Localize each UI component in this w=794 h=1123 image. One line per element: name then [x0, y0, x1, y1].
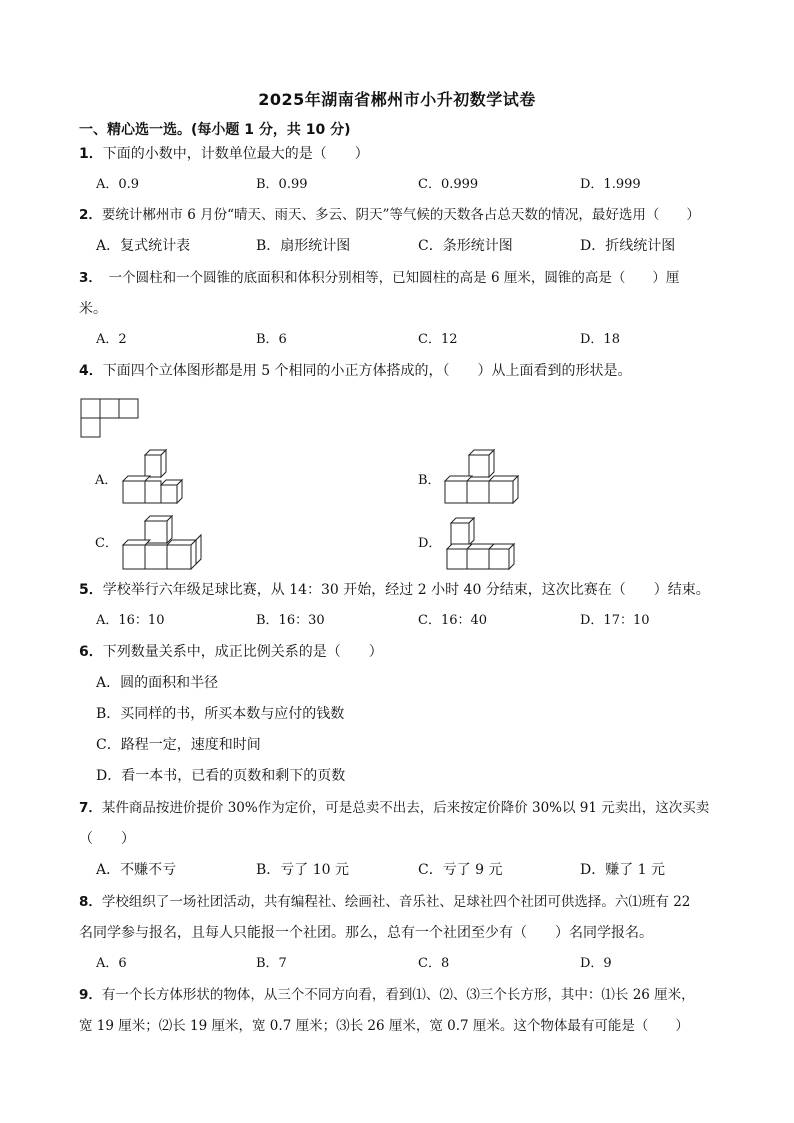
question-text: 下列数量关系中，成正比例关系的是（ ）: [102, 644, 383, 660]
question-number: 6．: [79, 644, 103, 660]
q7-option-a[interactable]: A．不赚不亏: [96, 862, 177, 878]
q1-option-c[interactable]: C．0.999: [418, 177, 479, 192]
q4-option-b-label[interactable]: B．: [418, 473, 441, 488]
q5-option-a[interactable]: A．16：10: [96, 613, 165, 628]
q3-option-d[interactable]: D．18: [580, 332, 620, 347]
q4-option-a-figure[interactable]: [121, 453, 193, 507]
top-view-figure: [80, 398, 142, 438]
q7-option-d[interactable]: D．赚了 1 元: [580, 862, 666, 878]
q3-option-c[interactable]: C．12: [418, 332, 458, 347]
q3-option-b[interactable]: B．6: [256, 332, 287, 347]
q8-option-d[interactable]: D．9: [580, 956, 612, 971]
question-text: 学校举行六年级足球比赛，从 14：30 开始，经过 2 小时 40 分结束，这次比赛在（ ）结束。: [102, 582, 710, 598]
q6-option-a[interactable]: A．圆的面积和半径: [96, 675, 219, 691]
q4-option-b-figure[interactable]: [443, 453, 523, 507]
q5-option-c[interactable]: C．16：40: [418, 613, 488, 628]
question-number: 3．: [79, 270, 96, 286]
question-3: [79, 269, 679, 287]
question-text-line-1: 学校组织了一场社团活动，共有编程社、绘画社、音乐社、足球社四个社团可供选择。六⑴班有 22: [101, 894, 691, 910]
question-7-line-2: （ ）: [79, 831, 135, 847]
question-text-line-1: 有一个长方体形状的物体，从三个不同方向看，看到⑴、⑵、⑶三个长方形，其中：⑴长 26 厘米，: [101, 987, 695, 1003]
q7-option-c[interactable]: C．亏了 9 元: [418, 862, 503, 878]
q1-option-d[interactable]: D．1.999: [580, 177, 641, 192]
q2-option-d[interactable]: D．折线统计图: [580, 238, 676, 254]
question-5: [79, 581, 710, 599]
question-text: 要统计郴州市 6 月份“晴天、雨天、多云、阴天”等气候的天数各占总天数的情况，最好选用（ ）: [101, 207, 700, 223]
q8-option-b[interactable]: B．7: [256, 956, 287, 971]
question-9: [79, 986, 695, 1004]
question-number: 4．: [79, 363, 103, 379]
question-2: [79, 206, 700, 224]
question-number: 1．: [79, 146, 103, 162]
q8-option-c[interactable]: C．8: [418, 956, 450, 971]
question-number: 5．: [79, 582, 103, 598]
question-3-line-2: 米。: [79, 301, 107, 317]
q5-option-d[interactable]: D．17：10: [580, 613, 650, 628]
q8-option-a[interactable]: A．6: [96, 956, 127, 971]
q2-option-b[interactable]: B．扇形统计图: [256, 238, 351, 254]
question-8: [79, 893, 690, 911]
question-number: 9．: [79, 987, 102, 1003]
section-heading: 一、精心选一选。(每小题 1 分，共 10 分): [79, 122, 351, 138]
question-number: 8．: [79, 894, 102, 910]
q4-option-c-label[interactable]: C．: [95, 536, 118, 551]
q4-option-a-label[interactable]: A．: [95, 473, 118, 488]
question-1: [79, 145, 369, 163]
q1-option-b[interactable]: B．0.99: [256, 177, 308, 192]
question-7: [79, 799, 709, 817]
q6-option-d[interactable]: D．看一本书，已看的页数和剩下的页数: [96, 768, 346, 784]
question-text-line-1: 一个圆柱和一个圆锥的底面积和体积分别相等，已知圆柱的高是 6 厘米，圆锥的高是（ ）厘: [95, 270, 680, 286]
q4-option-c-figure[interactable]: [121, 517, 207, 573]
q7-option-b[interactable]: B．亏了 10 元: [256, 862, 350, 878]
question-text-line-1: 某件商品按进价提价 30%作为定价，可是总卖不出去，后来按定价降价 30%以 91 元卖出，这次买卖: [101, 800, 710, 816]
question-8-line-2: 名同学参与报名，且每人只能报一个社团。那么，总有一个社团至少有（ ）名同学报名。: [79, 925, 653, 941]
question-number: 2．: [79, 207, 102, 223]
q6-option-c[interactable]: C．路程一定，速度和时间: [96, 737, 261, 753]
q4-option-d-label[interactable]: D．: [418, 536, 442, 551]
question-4: [79, 362, 632, 380]
question-9-line-2: 宽 19 厘米；⑵长 19 厘米，宽 0.7 厘米；⑶长 26 厘米，宽 0.7 厘米。这个物体最有可能是（ ）: [79, 1018, 689, 1034]
q4-option-d-figure[interactable]: [445, 517, 519, 573]
q2-option-c[interactable]: C．条形统计图: [418, 238, 513, 254]
question-number: 7．: [79, 800, 102, 816]
q3-option-a[interactable]: A．2: [96, 332, 127, 347]
question-6: [79, 643, 383, 661]
question-text: 下面四个立体图形都是用 5 个相同的小正方体搭成的，（ ）从上面看到的形状是。: [102, 363, 632, 379]
exam-title: 2025年湖南省郴州市小升初数学试卷: [258, 90, 536, 109]
q1-option-a[interactable]: A．0.9: [96, 177, 140, 192]
q6-option-b[interactable]: B．买同样的书，所买本数与应付的钱数: [96, 706, 345, 722]
q5-option-b[interactable]: B．16：30: [256, 613, 325, 628]
q2-option-a[interactable]: A．复式统计表: [96, 238, 191, 254]
question-text: 下面的小数中，计数单位最大的是（ ）: [102, 146, 369, 162]
